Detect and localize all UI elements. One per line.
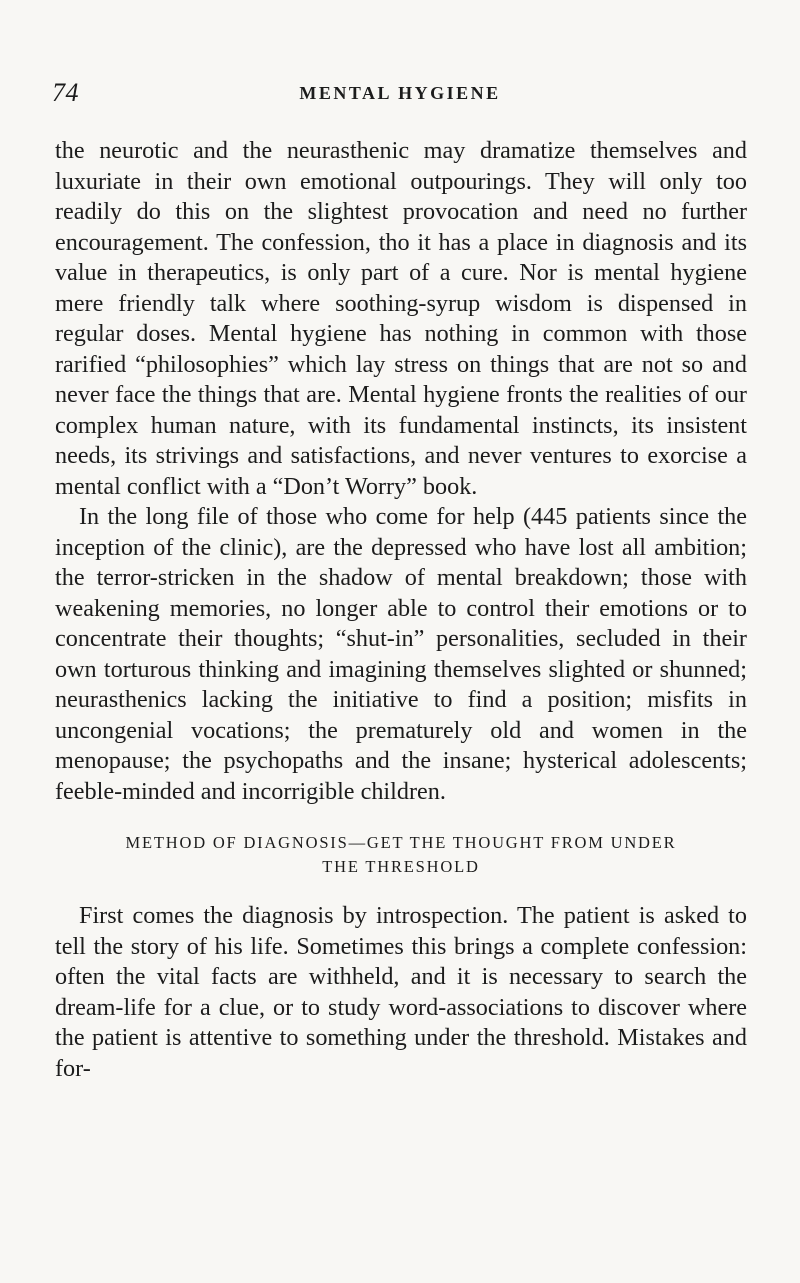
section-heading-line-1: METHOD OF DIAGNOSIS—GET THE THOUGHT FROM UNDER	[125, 833, 677, 852]
paragraph-patients: In the long file of those who come for help (445 patients since the inception of the clinic), are the depressed who have lost all ambition; the terror-stricken in the shadow of mental breakdown; those with weakening memories, no longer able to control their emotions or to concentrate their thoughts; “shut-in” personalities, secluded in their own torturous thinking and imagining themselves slighted or shunned; neurasthenics lacking the initiative to find a position; misfits in uncongenial vocations; the prematurely old and women in the menopause; the psychopaths and the insane; hysterical adolescents; feeble-minded and incorrigible children.	[55, 503, 747, 805]
section-heading-line-2: THE THRESHOLD	[322, 857, 480, 876]
page-number: 74	[52, 78, 79, 107]
section-heading	[55, 831, 747, 879]
paragraph-diagnosis: First comes the diagnosis by introspection. The patient is asked to tell the story of his life. Sometimes this brings a complete confession: often the vital facts are withheld, and it is necessary to search the dream-life for a clue, or to study word-associations to discover where the patient is attentive to something under the threshold. Mistakes and for-	[55, 902, 747, 1082]
running-head: MENTAL HYGIENE	[299, 83, 501, 103]
body-text	[55, 136, 747, 1084]
paragraph-continuation: the neurotic and the neurasthenic may dramatize themselves and luxuriate in their own emotional outpourings. They will only too readily do this on the slightest provocation and need no further encouragement. The confession, tho it has a place in diagnosis and its value in therapeutics, is only part of a cure. Nor is mental hygiene mere friendly talk where soothing-syrup wisdom is dispensed in regular doses. Mental hygiene has nothing in common with those rarified “philosophies” which lay stress on things that are not so and never face the things that are. Mental hygiene fronts the realities of our complex human nature, with its fundamental instincts, its insistent needs, its strivings and satisfactions, and never ventures to exorcise a mental conflict with a “Don’t Worry” book.	[55, 137, 747, 500]
